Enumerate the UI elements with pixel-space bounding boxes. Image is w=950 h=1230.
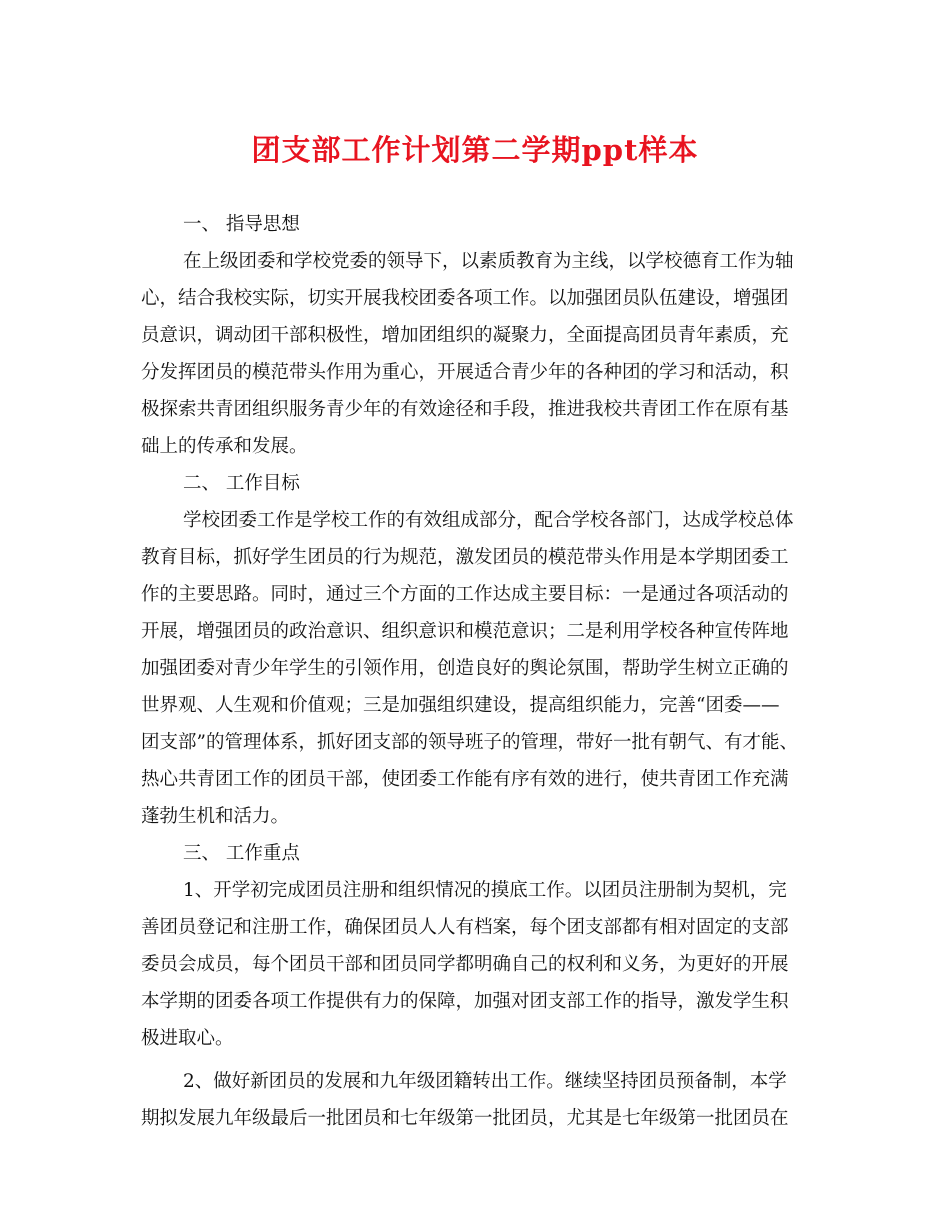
text-line: 热心共青团工作的团员干部，使团委工作能有序有效的进行，使共青团工作充满 xyxy=(141,769,789,790)
text-line: 础上的传承和发展。 xyxy=(141,436,308,457)
text-line: 学校团委工作是学校工作的有效组成部分，配合学校各部门，达成学校总体 xyxy=(183,510,794,531)
text-line: 心，结合我校实际，切实开展我校团委各项工作。以加强团员队伍建设，增强团 xyxy=(141,288,789,309)
text-line: 员意识，调动团干部积极性，增加团组织的凝聚力，全面提高团员青年素质，充 xyxy=(141,325,789,346)
text-line: 1、开学初完成团员注册和组织情况的摸底工作。以团员注册制为契机，完 xyxy=(183,880,787,901)
text-line: 本学期的团委各项工作提供有力的保障，加强对团支部工作的指导，激发学生积 xyxy=(141,991,789,1012)
text-line: 在上级团委和学校党委的领导下，以素质教育为主线，以学校德育工作为轴 xyxy=(183,251,794,272)
text-line: 2、做好新团员的发展和九年级团籍转出工作。继续坚持团员预备制，本学 xyxy=(183,1071,787,1092)
text-line: 一、 指导思想 xyxy=(183,214,300,235)
text-line: 委员会成员，每个团员干部和团员同学都明确自己的权利和义务，为更好的开展 xyxy=(141,954,789,975)
text-line: 作的主要思路。同时，通过三个方面的工作达成主要目标：一是通过各项活动的 xyxy=(141,584,789,605)
text-line: 分发挥团员的模范带头作用为重心，开展适合青少年的各种团的学习和活动，积 xyxy=(141,362,789,383)
text-line: 加强团委对青少年学生的引领作用，创造良好的舆论氛围，帮助学生树立正确的 xyxy=(141,658,789,679)
text-line: 二、 工作目标 xyxy=(183,473,300,494)
document-body xyxy=(141,206,816,1137)
text-line: 极进取心。 xyxy=(141,1028,234,1049)
text-line: 极探索共青团组织服务青少年的有效途径和手段，推进我校共青团工作在原有基 xyxy=(141,399,789,420)
text-line: 教育目标，抓好学生团员的行为规范，激发团员的模范带头作用是本学期团委工 xyxy=(141,547,789,568)
text-line: 开展，增强团员的政治意识、组织意识和模范意识；二是利用学校各种宣传阵地 xyxy=(141,621,789,642)
text-line: 期拟发展九年级最后一批团员和七年级第一批团员，尤其是七年级第一批团员在 xyxy=(141,1108,789,1129)
text-line: 蓬勃生机和活力。 xyxy=(141,806,290,827)
text-line: 善团员登记和注册工作，确保团员人人有档案，每个团支部都有相对固定的支部 xyxy=(141,917,789,938)
text-line: 三、 工作重点 xyxy=(183,843,300,864)
document-title: 团支部工作计划第二学期ppt样本 xyxy=(251,133,699,167)
text-line: 世界观、人生观和价值观；三是加强组织建设，提高组织能力，完善“团委—— xyxy=(141,695,780,716)
text-line: 团支部”的管理体系，抓好团支部的领导班子的管理，带好一批有朝气、有才能、 xyxy=(141,732,798,753)
